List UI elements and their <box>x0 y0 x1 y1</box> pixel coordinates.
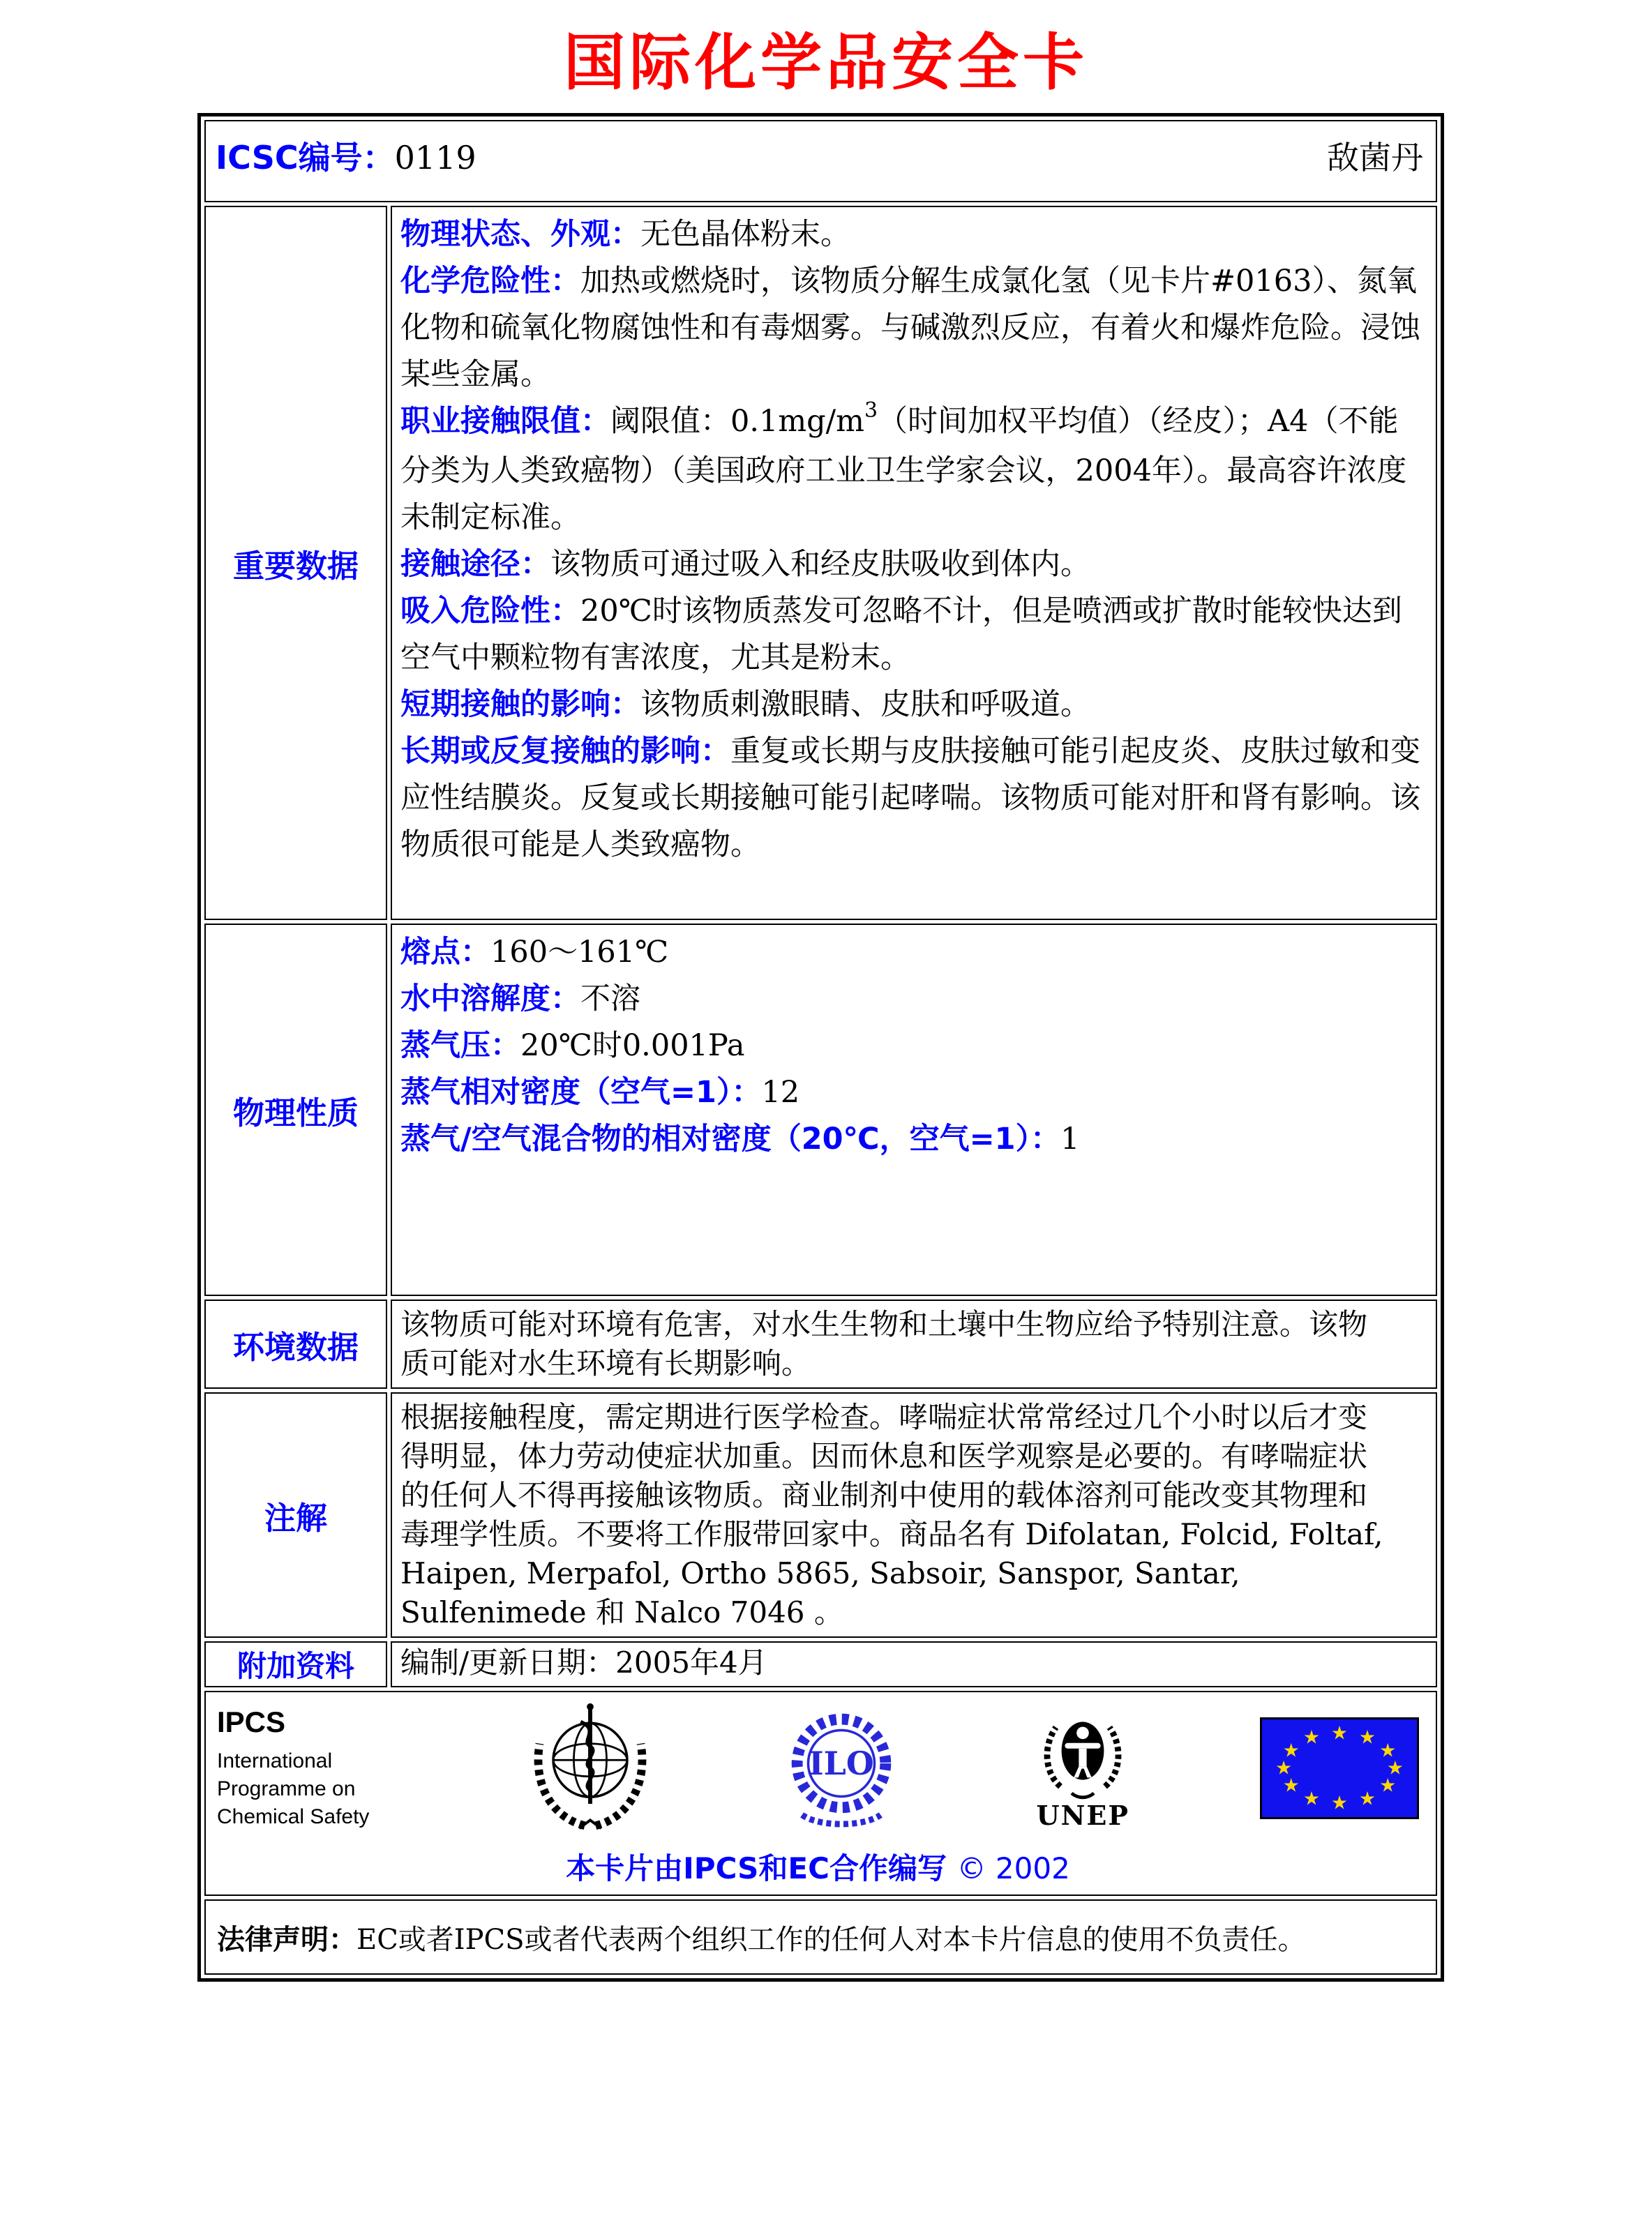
item-text: 12 <box>761 1075 800 1110</box>
environmental-data-text: 该物质可能对环境有危害，对水生生物和土壤中生物应给予特别注意。该物质可能对水生环境有长期影响。 <box>400 1307 1368 1380</box>
item-text: 重复或长期与皮肤接触可能引起皮炎、皮肤过敏和变应性结膜炎。反复或长期接触可能引起哮喘。该物质可能对肝和肾有影响。该物质很可能是人类致癌物。 <box>400 734 1420 862</box>
important-data-row <box>204 206 1437 920</box>
copyright-text: © 2002 <box>956 1851 1070 1885</box>
item-text: 不溶 <box>580 981 640 1016</box>
property-item <box>400 976 1425 1023</box>
data-item <box>400 728 1425 868</box>
data-item <box>400 541 1425 588</box>
item-label: 蒸气相对密度（空气=1）： <box>400 1075 762 1110</box>
footer-row <box>204 1691 1437 1896</box>
item-label: 水中溶解度： <box>400 981 580 1016</box>
section-label-additional-info: 附加资料 <box>204 1641 387 1687</box>
item-label: 长期或反复接触的影响： <box>400 734 730 769</box>
eu-star-icon: ★ <box>1330 1722 1349 1745</box>
eu-star-icon: ★ <box>1379 1775 1397 1797</box>
item-label: 蒸气/空气混合物的相对密度（20℃，空气=1）： <box>400 1122 1061 1157</box>
additional-info-text: 编制/更新日期：2005年4月 <box>400 1645 767 1680</box>
eu-star-icon: ★ <box>1302 1788 1321 1810</box>
unep-block <box>1023 1706 1142 1831</box>
ipcs-acronym: IPCS <box>217 1705 286 1738</box>
data-item <box>400 258 1425 398</box>
important-data-content <box>391 206 1437 920</box>
legal-cell <box>204 1899 1437 1975</box>
additional-info-content <box>391 1641 1437 1687</box>
property-item <box>400 1023 1425 1069</box>
notes-row <box>204 1392 1437 1638</box>
icsc-number-label: ICSC编号： <box>216 139 395 176</box>
item-label: 蒸气压： <box>400 1028 520 1063</box>
item-text: 该物质刺激眼睛、皮肤和呼吸道。 <box>640 687 1090 722</box>
section-label-environmental-data: 环境数据 <box>204 1300 387 1389</box>
ipcs-line: Chemical Safety <box>217 1805 370 1828</box>
item-text: 加热或燃烧时，该物质分解生成氯化氢（见卡片#0163）、氮氧化物和硫氧化物腐蚀性和有毒烟雾。与碱激烈反应，有着火和爆炸危险。浸蚀某些金属。 <box>400 264 1420 392</box>
item-text: 阈限值：0.1mg/m <box>610 404 864 439</box>
ipcs-block <box>217 1705 404 1831</box>
eu-star-icon: ★ <box>1358 1788 1376 1810</box>
physical-properties-row <box>204 924 1437 1296</box>
section-label-physical-properties: 物理性质 <box>204 924 387 1296</box>
environmental-data-content <box>391 1300 1437 1389</box>
eu-flag-stars <box>1262 1719 1417 1817</box>
property-item <box>400 1116 1425 1163</box>
chemical-name: 敌菌丹 <box>1327 139 1423 176</box>
item-label: 吸入危险性： <box>400 594 580 628</box>
item-text: 该物质可通过吸入和经皮肤吸收到体内。 <box>550 547 1090 582</box>
legal-text: EC或者IPCS或者代表两个组织工作的任何人对本卡片信息的使用不负责任。 <box>356 1923 1306 1956</box>
property-item <box>400 1069 1425 1116</box>
data-item <box>400 588 1425 681</box>
item-text: 1 <box>1060 1122 1080 1157</box>
logos-row <box>217 1702 1419 1835</box>
who-logo-icon <box>522 1700 659 1837</box>
card-header-cell <box>204 120 1437 202</box>
eu-star-icon: ★ <box>1386 1757 1404 1779</box>
item-text: 20℃时0.001Pa <box>520 1028 745 1063</box>
eu-star-icon: ★ <box>1358 1726 1376 1749</box>
item-label: 物理状态、外观： <box>400 217 640 252</box>
superscript: 3 <box>864 398 878 423</box>
item-label: 职业接触限值： <box>400 404 610 439</box>
eu-star-icon: ★ <box>1282 1740 1300 1762</box>
unep-logo-text: UNEP <box>1036 1799 1129 1831</box>
eu-star-icon: ★ <box>1282 1775 1300 1797</box>
ipcs-line: Programme on <box>217 1777 356 1800</box>
eu-star-icon: ★ <box>1379 1740 1397 1762</box>
section-label-important-data: 重要数据 <box>204 206 387 920</box>
ilo-logo-icon <box>776 1707 906 1830</box>
notes-text: 根据接触程度，需定期进行医学检查。哮喘症状常常经过几个小时以后才变得明显，体力劳动使症状加重。因而休息和医学观察是必要的。有哮喘症状的任何人不得再接触该物质。商业制剂中使用的载体溶剂可能改变其物理和毒理学性质。不要将工作服带回家中。商品名有 Difolatan, Folcid, Foltaf, Haipen, Merpafol, Ortho 5865, Sabsoir, Sanspor, Santar, Sulfenimede 和 Nalco 7046 。 <box>400 1400 1383 1629</box>
environmental-data-row <box>204 1300 1437 1389</box>
item-text: 160～161℃ <box>490 935 669 970</box>
icsc-card <box>197 113 1444 1982</box>
data-item <box>400 211 1425 258</box>
ilo-logo-text: ILO <box>808 1744 874 1782</box>
page-title: 国际化学品安全卡 <box>563 26 1088 98</box>
legal-row <box>204 1899 1437 1975</box>
legal-label: 法律声明： <box>217 1923 356 1956</box>
item-label: 熔点： <box>400 935 490 970</box>
eu-star-icon: ★ <box>1275 1757 1293 1779</box>
property-item <box>400 929 1425 976</box>
item-label: 化学危险性： <box>400 264 580 299</box>
data-item <box>400 681 1425 728</box>
credit-line <box>217 1846 1419 1888</box>
footer-cell <box>204 1691 1437 1896</box>
item-text: 20℃时该物质蒸发可忽略不计，但是喷洒或扩散时能较快达到空气中颗粒物有害浓度，尤其是粉末。 <box>400 594 1402 675</box>
unep-logo-icon <box>1027 1706 1139 1801</box>
header-row <box>204 120 1437 202</box>
eu-flag-icon <box>1260 1717 1419 1819</box>
item-label: 接触途径： <box>400 547 550 582</box>
notes-content <box>391 1392 1437 1638</box>
physical-properties-content <box>391 924 1437 1296</box>
data-item <box>400 398 1425 541</box>
icsc-number-value: 0119 <box>394 139 476 176</box>
item-text: 无色晶体粉末。 <box>640 217 850 252</box>
item-text: （时间加权平均值）（经皮）；A4（不能分类为人类致癌物）（美国政府工业卫生学家会议，2004年）。最高容许浓度未制定标准。 <box>400 404 1407 535</box>
eu-star-icon: ★ <box>1302 1726 1321 1749</box>
credit-text: 本卡片由IPCS和EC合作编写 <box>566 1851 947 1885</box>
section-label-notes: 注解 <box>204 1392 387 1638</box>
item-label: 短期接触的影响： <box>400 687 640 722</box>
ipcs-line: International <box>217 1749 333 1772</box>
eu-star-icon: ★ <box>1330 1792 1349 1814</box>
additional-info-row <box>204 1641 1437 1687</box>
